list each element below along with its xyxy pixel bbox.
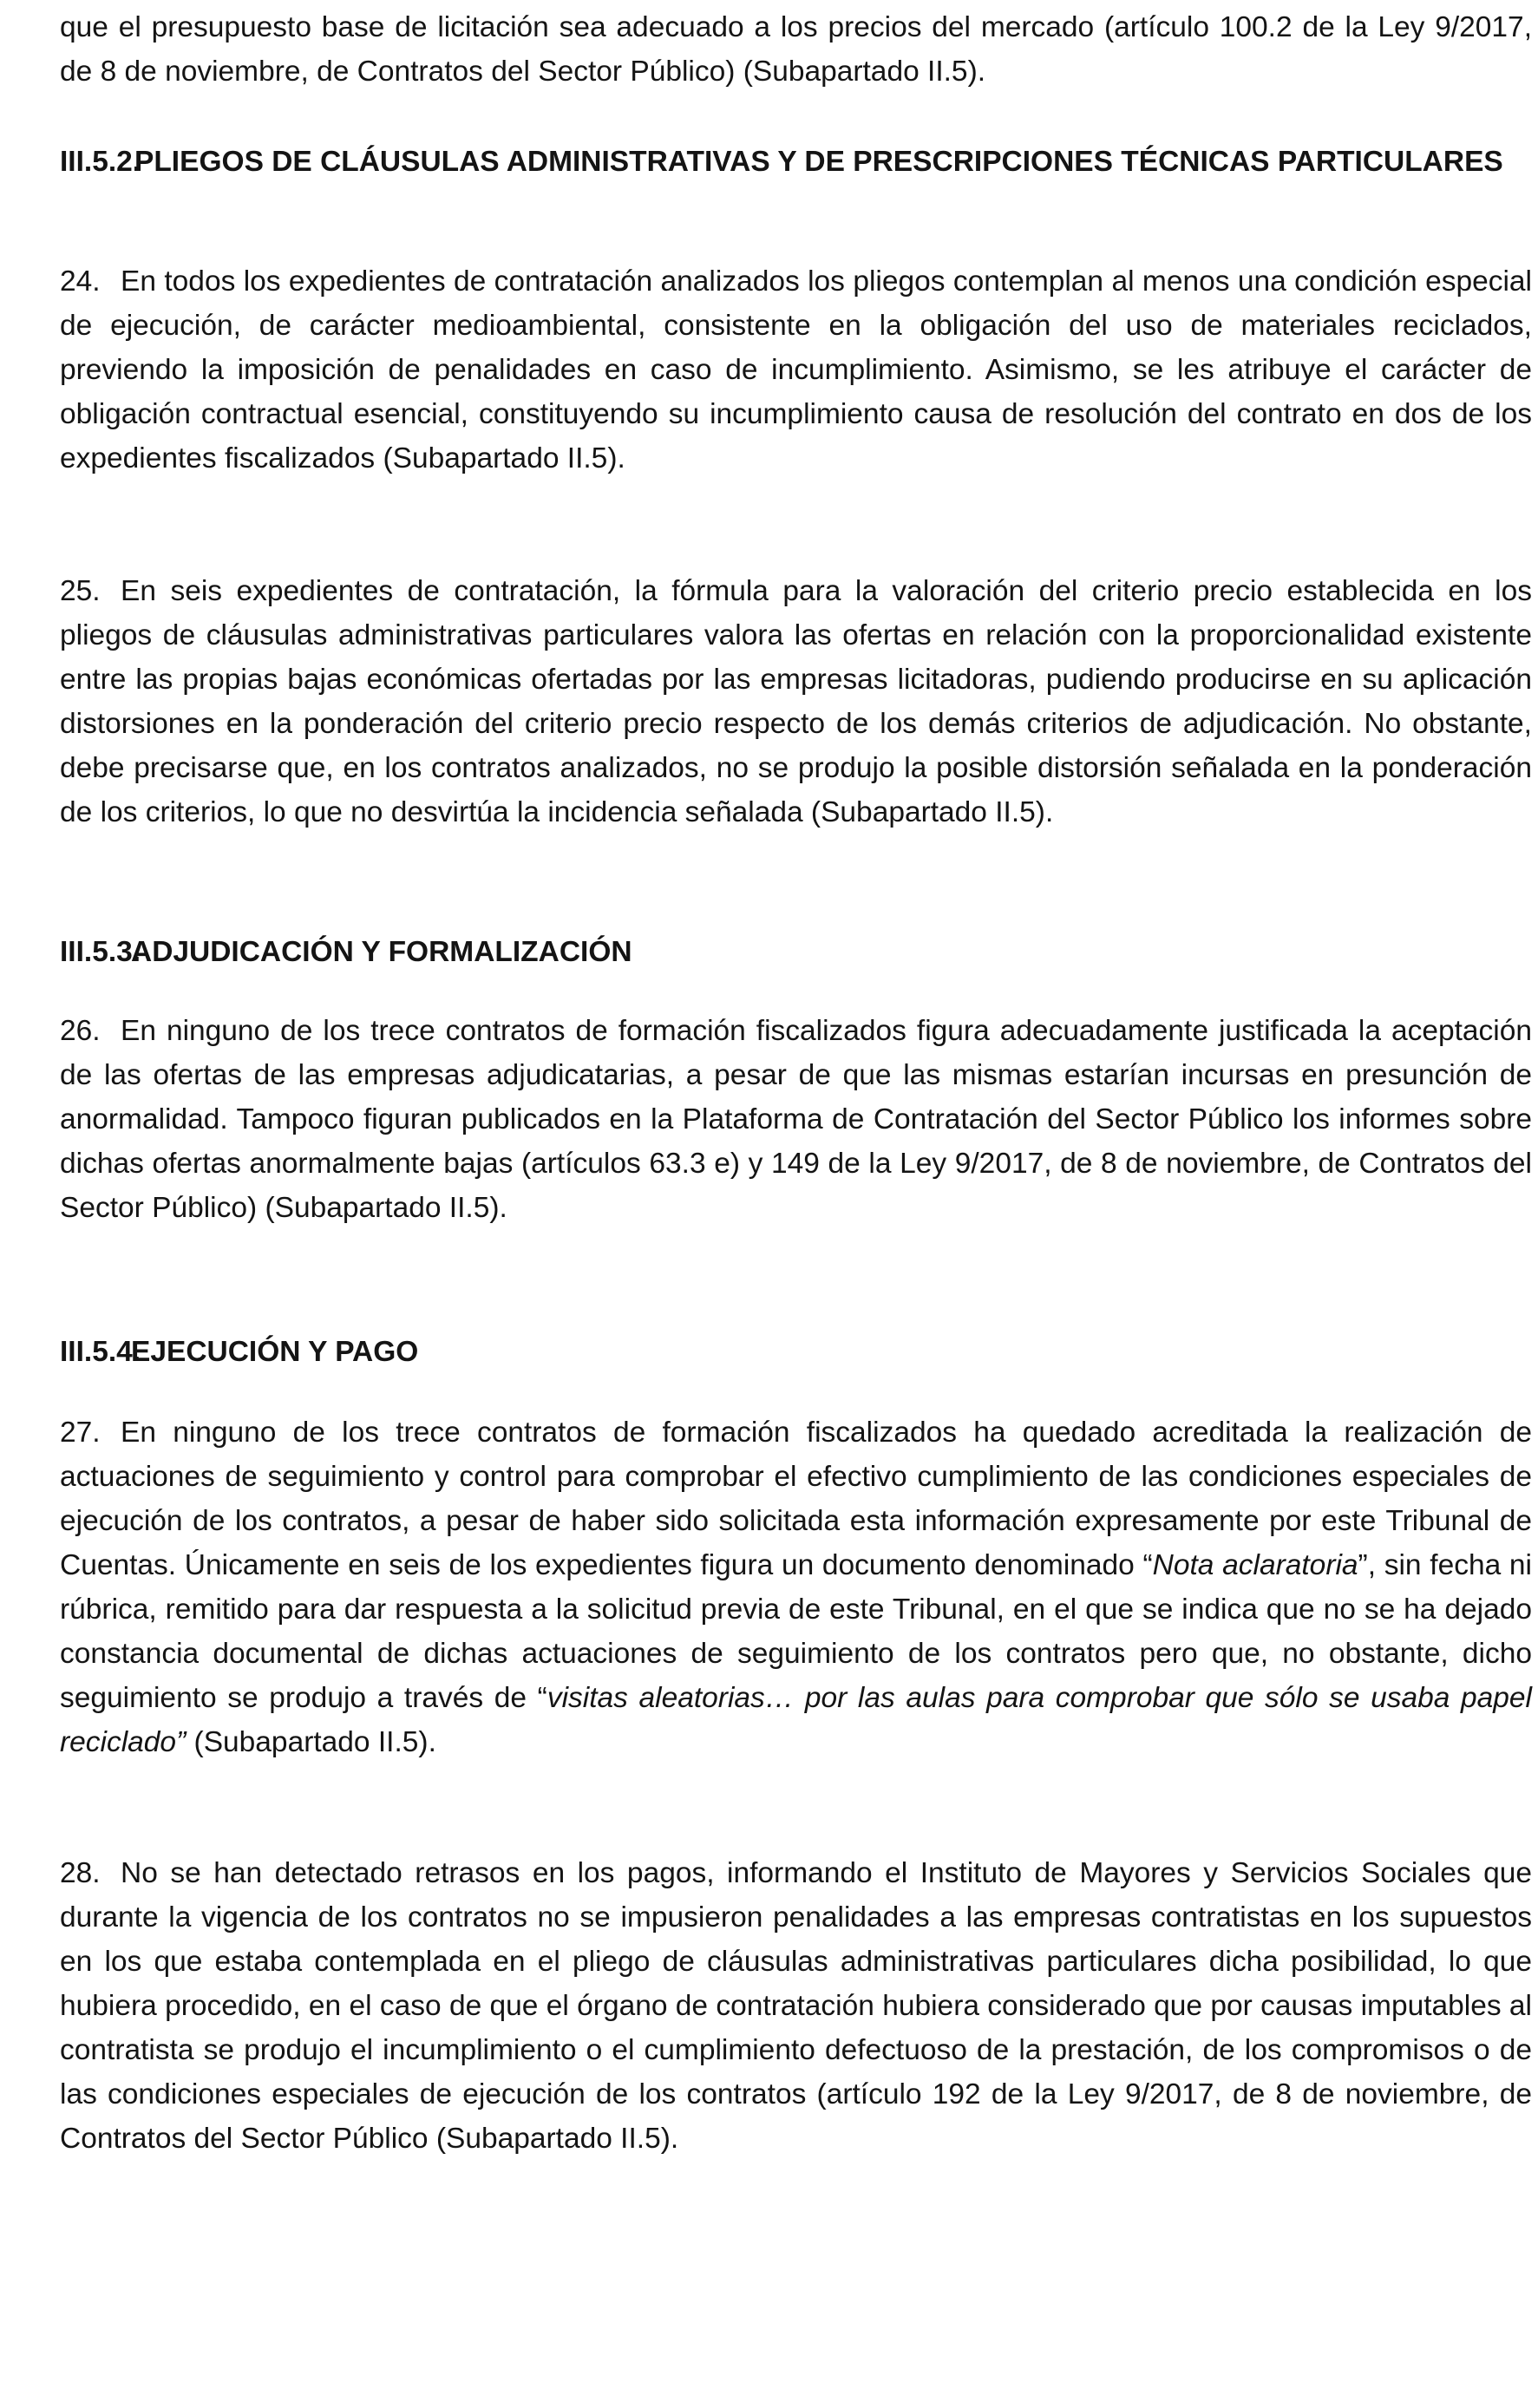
section-heading-3-5-4	[60, 1332, 1532, 1373]
paragraph-number: 27.	[60, 1417, 101, 1449]
section-heading-3-5-2	[60, 141, 1532, 183]
section-title: PLIEGOS DE CLÁUSULAS ADMINISTRATIVAS Y DE PRESCRIPCIONES TÉCNICAS PARTICULARES	[134, 146, 1503, 178]
section-heading-3-5-3	[60, 932, 1532, 973]
paragraph-number: 24.	[60, 265, 101, 298]
italic-quote: visitas aleatorias… por las aulas para comprobar que sólo se usaba papel reciclado”	[60, 1682, 1532, 1758]
continuation-paragraph: que el presupuesto base de licitación sea adecuado a los precios del mercado (artículo 100.2 de la Ley 9/2017, de 8 de noviembre, de Contratos del Sector Público) (Subapartado II.5).	[60, 11, 1532, 88]
paragraph-text-part: ”, sin fecha ni rúbrica, remitido para dar respuesta a la solicitud previa de este Tribunal, en el que se indica que no se ha dejado constancia documental de dichas actuaciones de seguimiento de los contratos pero que, no obstante, dicho seguimiento se produjo a través de “	[60, 1549, 1533, 1714]
section-number: III.5.2.	[60, 146, 141, 178]
paragraph-28	[60, 1851, 1532, 2161]
paragraph-text	[60, 1410, 1532, 1764]
paragraph-number: 25.	[60, 575, 101, 607]
section-number: III.5.3.	[60, 936, 141, 968]
section-title: ADJUDICACIÓN Y FORMALIZACIÓN	[131, 936, 632, 968]
paragraph-number: 28.	[60, 1857, 101, 1889]
paragraph-25	[60, 569, 1532, 834]
paragraph-number: 26.	[60, 1015, 101, 1047]
section-number: III.5.4.	[60, 1336, 141, 1368]
paragraph-text: No se han detectado retrasos en los pagos, informando el Instituto de Mayores y Servicios Sociales que durante la vigencia de los contratos no se impusieron penalidades a las empresas contratistas en los supuestos en los que estaba contemplada en el pliego de cláusulas administrativas particulares dicha posibilidad, lo que hubiera procedido, en el caso de que el órgano de contratación hubiera considerado que por causas imputables al contratista se produjo el incumplimiento o el cumplimiento defectuoso de la prestación, de los compromisos o de las condiciones especiales de ejecución de los contratos (artículo 192 de la Ley 9/2017, de 8 de noviembre, de Contratos del Sector Público (Subapartado II.5).	[60, 1857, 1532, 2155]
paragraph-text: En seis expedientes de contratación, la fórmula para la valoración del criterio precio establecida en los pliegos de cláusulas administrativas particulares valora las ofertas en relación con la proporcionalidad existente entre las propias bajas económicas ofertadas por las empresas licitadoras, pudiendo producirse en su aplicación distorsiones en la ponderación del criterio precio respecto de los demás criterios de adjudicación. No obstante, debe precisarse que, en los contratos analizados, no se produjo la posible distorsión señalada en la ponderación de los criterios, lo que no desvirtúa la incidencia señalada (Subapartado II.5).	[60, 575, 1532, 828]
paragraph-27	[60, 1410, 1532, 1764]
paragraph-26	[60, 1009, 1532, 1230]
section-title: EJECUCIÓN Y PAGO	[131, 1336, 419, 1368]
paragraph-text: En todos los expedientes de contratación analizados los pliegos contemplan al menos una condición especial de ejecución, de carácter medioambiental, consistente en la obligación del uso de materiales reciclados, previendo la imposición de penalidades en caso de incumplimiento. Asimismo, se les atribuye el carácter de obligación contractual esencial, constituyendo su incumplimiento causa de resolución del contrato en dos de los expedientes fiscalizados (Subapartado II.5).	[60, 265, 1532, 474]
italic-quote: Nota aclaratoria	[1152, 1549, 1358, 1581]
paragraph-text-part: En ninguno de los trece contratos de formación fiscalizados ha quedado acreditada la realización de actuaciones de seguimiento y control para comprobar el efectivo cumplimiento de las condiciones especiales de ejecución de los contratos, a pesar de haber sido solicitada esta información expresamente por este Tribunal de Cuentas. Únicamente en seis de los expedientes figura un documento denominado “	[60, 1417, 1532, 1581]
paragraph-text: En ninguno de los trece contratos de formación fiscalizados figura adecuadamente justificada la aceptación de las ofertas de las empresas adjudicatarias, a pesar de que las mismas estarían incursas en presunción de anormalidad. Tampoco figuran publicados en la Plataforma de Contratación del Sector Público los informes sobre dichas ofertas anormalmente bajas (artículos 63.3 e) y 149 de la Ley 9/2017, de 8 de noviembre, de Contratos del Sector Público) (Subapartado II.5).	[60, 1015, 1532, 1224]
paragraph-24	[60, 259, 1532, 481]
paragraph-text-part: (Subapartado II.5).	[186, 1726, 436, 1758]
